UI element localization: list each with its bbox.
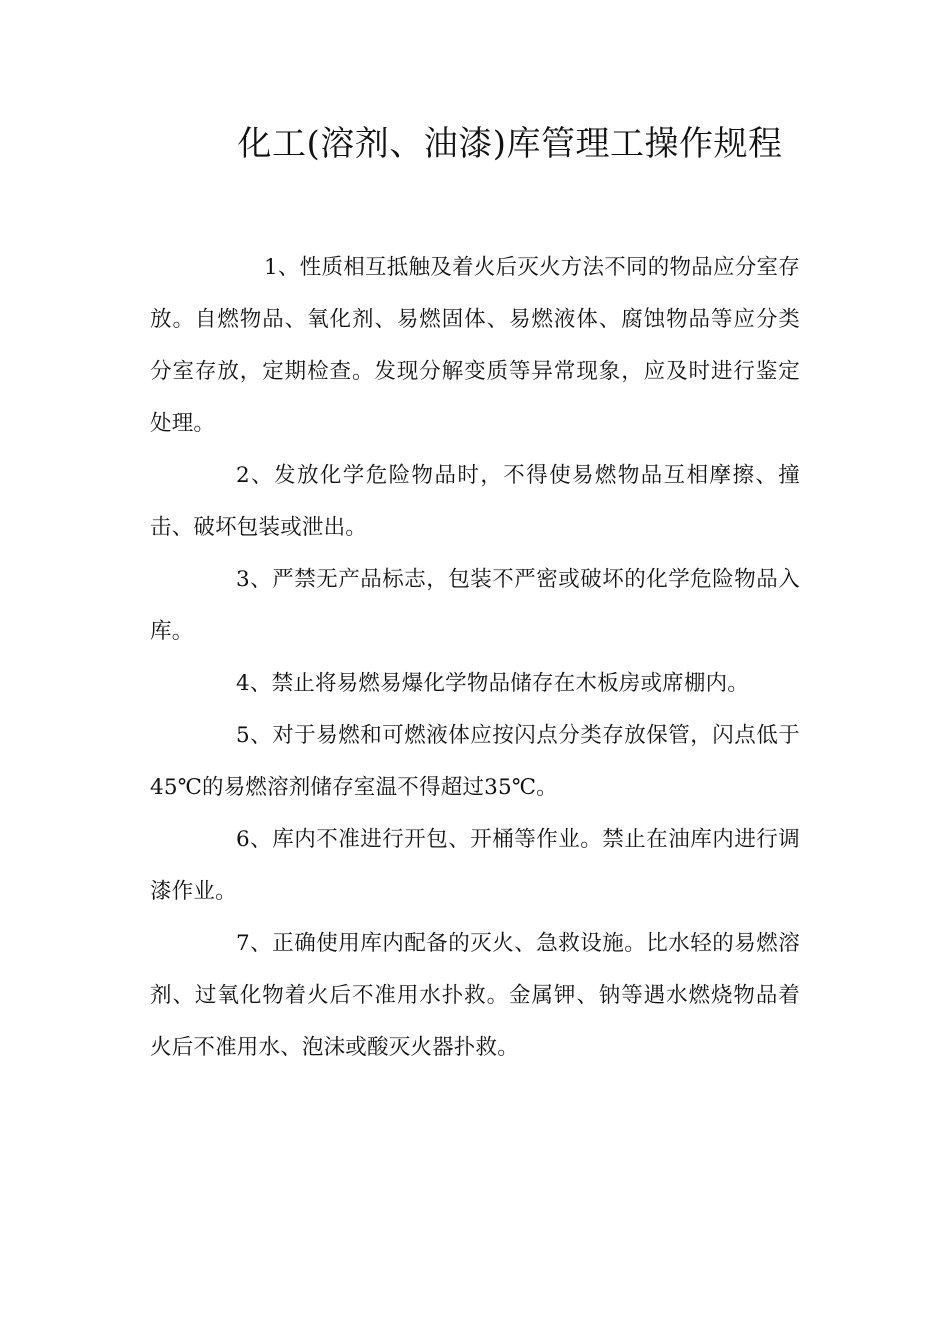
document-body bbox=[150, 242, 800, 1074]
paragraph-2: 2、发放化学危险物品时，不得使易燃物品互相摩擦、撞击、破坏包装或泄出。 bbox=[150, 463, 800, 540]
document-title: 化工(溶剂、油漆)库管理工操作规程 bbox=[237, 124, 783, 164]
paragraph-1: 1、性质相互抵触及着火后灭火方法不同的物品应分室存放。自燃物品、氧化剂、易燃固体、易燃液体、腐蚀物品等应分类分室存放，定期检查。发现分解变质等异常现象，应及时进行鉴定处理。 bbox=[150, 255, 800, 436]
paragraph-7: 7、正确使用库内配备的灭火、急救设施。比水轻的易燃溶剂、过氧化物着火后不准用水扑救。金属钾、钠等遇水燃烧物品着火后不准用水、泡沫或酸灭火器扑救。 bbox=[150, 931, 800, 1060]
paragraph-3: 3、严禁无产品标志，包装不严密或破坏的化学危险物品入库。 bbox=[150, 567, 800, 644]
paragraph-4: 4、禁止将易燃易爆化学物品储存在木板房或席棚内。 bbox=[236, 671, 749, 696]
paragraph-6: 6、库内不准进行开包、开桶等作业。禁止在油库内进行调漆作业。 bbox=[150, 827, 800, 904]
paragraph-5: 5、对于易燃和可燃液体应按闪点分类存放保管，闪点低于45℃的易燃溶剂储存室温不得超过35℃。 bbox=[150, 723, 800, 800]
